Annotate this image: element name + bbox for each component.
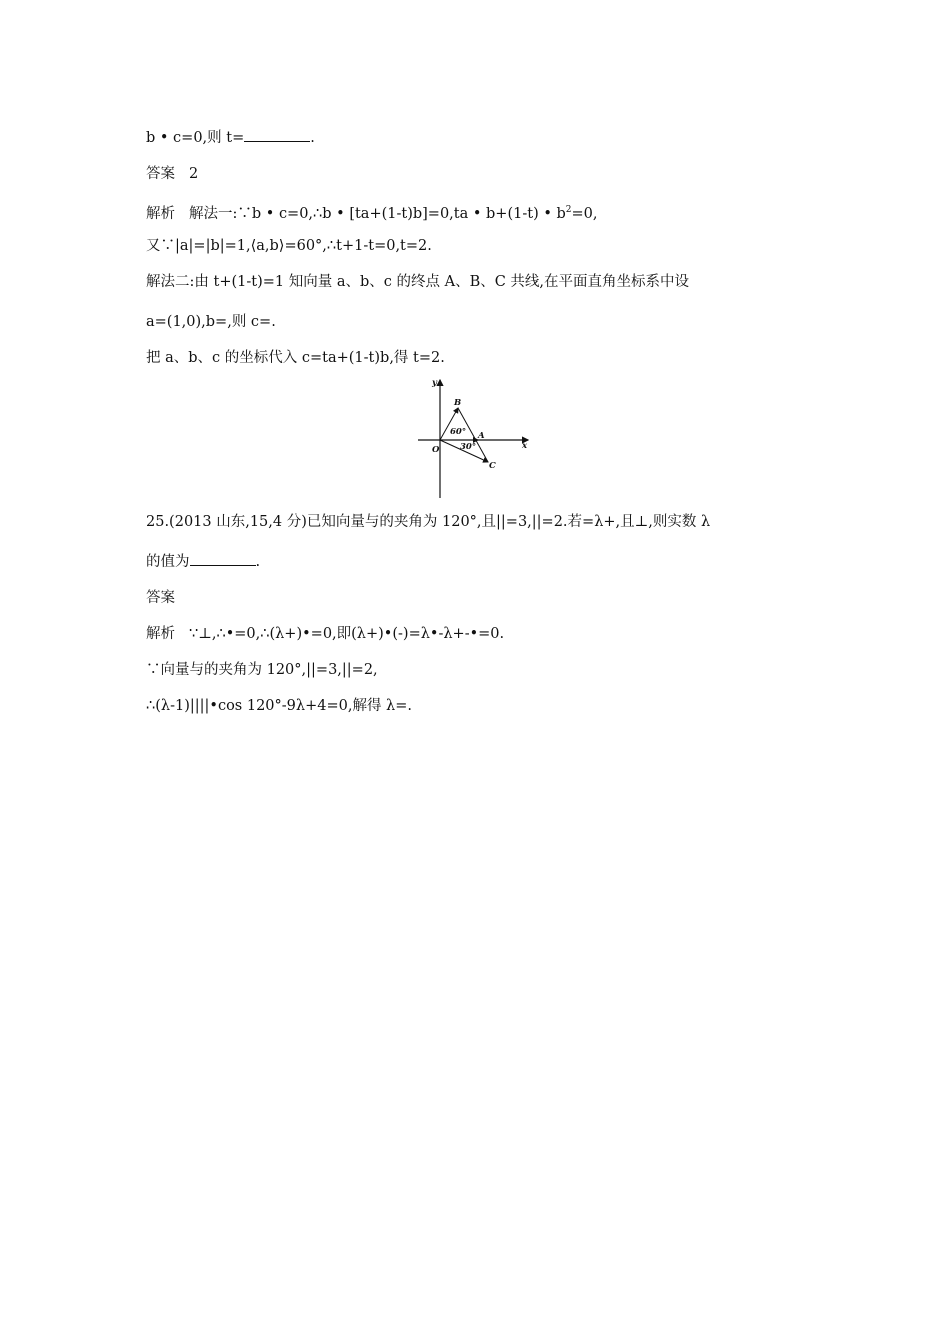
q24-method1-line2: 又∵|a|=|b|=1,⟨a,b⟩=60°,∴t+1-t=0,t=2. [146, 238, 432, 254]
coordinate-figure [412, 376, 532, 500]
q25-stem-line2: 的值为 . [146, 554, 261, 570]
label-o: O [432, 445, 440, 455]
label-b: B [454, 398, 462, 408]
q24-stem-end: b • c=0,则 t= . [146, 130, 315, 146]
q24-method2-line1: 解法二:由 t+(1-t)=1 知向量 a、b、c 的终点 A、B、C 共线,在平面直角坐标系中设 [146, 274, 690, 290]
q25-answer [146, 588, 175, 608]
q24-analysis-method1: 解析 解法一:∵b • c=0,∴b • [ta+(1-t)b]=0,ta • b+(1-t) • $b^2=0$, [146, 205, 598, 222]
q25-stem-line1: 25.(2013 山东,15,4 分)已知向量与的夹角为 120°,且||=3,||=2.若=λ+,且⊥,则实数 λ [146, 514, 711, 530]
label-60: 60° [450, 427, 467, 437]
q25-analysis: 解析 ∵⊥,∴•=0,∴(λ+)•=0,即(λ+)•(-)=λ•-λ+-•=0. [146, 626, 505, 642]
q25-analysis-line2: ∵向量与的夹角为 120°,||=3,||=2, [146, 662, 378, 678]
analysis-label: 解析 [146, 205, 175, 222]
answer-blank [190, 552, 256, 566]
answer-label: 答案 [146, 590, 175, 606]
q24-method2-line2: a=(1,0),b=,则 c=. [146, 314, 276, 330]
label-y: y [432, 378, 437, 388]
answer-blank [244, 128, 310, 142]
q24-answer [146, 164, 198, 184]
q24-method2-line3: 把 a、b、c 的坐标代入 c=ta+(1-t)b,得 t=2. [146, 350, 445, 366]
label-30: 30° [460, 442, 477, 452]
answer-value: 2 [189, 166, 199, 182]
label-x: x [522, 441, 528, 451]
answer-label: 答案 [146, 166, 175, 182]
q25-analysis-line3: ∴(λ-1)||||•cos 120°-9λ+4=0,解得 λ=. [146, 698, 413, 714]
label-c: C [489, 461, 496, 471]
analysis-label: 解析 [146, 626, 175, 642]
label-a: A [478, 431, 485, 441]
